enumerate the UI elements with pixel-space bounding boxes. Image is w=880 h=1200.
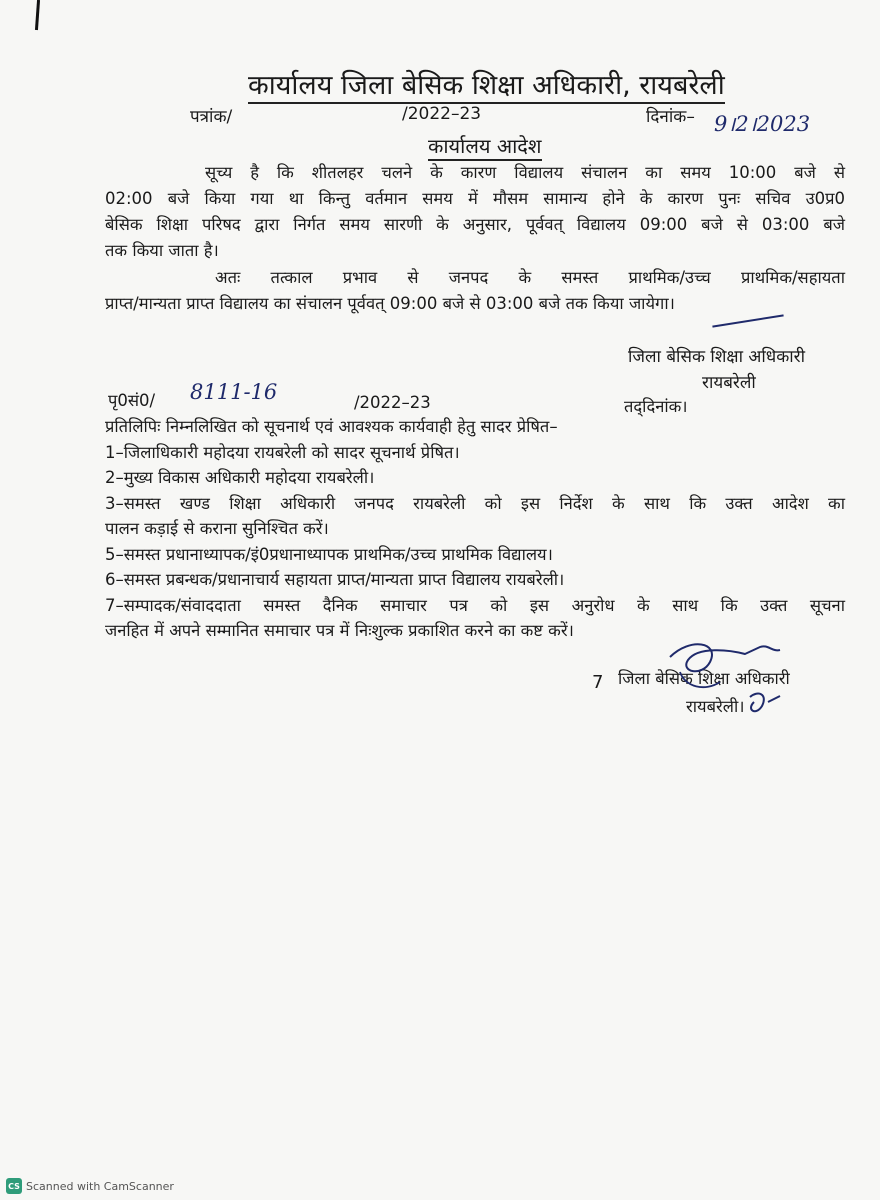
para2-line: अतः तत्काल प्रभाव से जनपद के समस्त प्राथमिक/उच्च प्राथमिक/सहायता: [215, 268, 845, 287]
para2-line: प्राप्त/मान्यता प्राप्त विद्यालय का संचालन पूर्ववत् 09:00 बजे से 03:00 बजे तक किया जायेगा।: [105, 294, 675, 313]
handwritten-signature: [650, 632, 800, 722]
signatory-place: रायबरेली: [702, 373, 756, 393]
list-item: 3–समस्त खण्ड शिक्षा अधिकारी जनपद रायबरेली को इस निर्देश के साथ कि उक्त आदेश का: [105, 493, 845, 513]
list-item: 6–समस्त प्रबन्धक/प्रधानाचार्य सहायता प्राप्त/मान्यता प्राप्त विद्यालय रायबरेली।: [105, 570, 565, 589]
paragraph-2: [105, 265, 845, 317]
distribution-intro: प्रतिलिपिः निम्नलिखित को सूचनार्थ एवं आवश्यक कार्यवाही हेतु सादर प्रेषित–: [105, 417, 558, 436]
office-title: कार्यालय जिला बेसिक शिक्षा अधिकारी, रायबरेली: [248, 70, 725, 104]
list-item: 7–सम्पादक/संवाददाता समस्त दैनिक समाचार पत्र को इस अनुरोध के साथ कि उक्त सूचना: [105, 595, 845, 615]
copy-ref-number: 8111-16: [190, 380, 278, 404]
copy-ref-date: तद्‌दिनांक।: [624, 397, 688, 416]
copy-ref-year: /2022–23: [354, 393, 431, 412]
list-item: 1–जिलाधिकारी महोदया रायबरेली को सादर सूचनार्थ प्रेषित।: [105, 442, 460, 462]
para1-line: तक किया जाता है।: [105, 241, 219, 260]
copy-ref-label: पृ0सं0/: [108, 391, 156, 410]
camscanner-watermark: [6, 1178, 174, 1194]
order-title: कार्यालय आदेश: [428, 133, 542, 161]
corner-pen-mark: [35, 0, 40, 30]
ref-year: /2022–23: [402, 104, 482, 124]
signature-mark: 7: [592, 672, 604, 693]
paragraph-1: [105, 160, 845, 264]
scanner-text: Scanned with CamScanner: [26, 1179, 174, 1193]
list-item-cont: पालन कड़ाई से कराना सुनिश्चित करें।: [105, 519, 329, 538]
date-label: दिनांक–: [646, 107, 695, 127]
para1-line: सूच्य है कि शीतलहर चलने के कारण विद्यालय संचालन का समय 10:00 बजे से: [205, 163, 845, 182]
para1-line: बेसिक शिक्षा परिषद द्वारा निर्गत समय सारणी के अनुसार, पूर्ववत् विद्यालय 09:00 बजे से 03:00 बजे: [105, 215, 845, 234]
distribution-list: [105, 414, 845, 644]
camscanner-logo-icon: CS: [6, 1178, 22, 1194]
list-item: 5–समस्त प्रधानाध्यापक/इं0प्रधानाध्यापक प्राथमिक/उच्च प्राथमिक विद्यालय।: [105, 544, 553, 564]
handwritten-date: 9।2।2023: [714, 112, 811, 136]
list-item-cont: जनहित में अपने सम्मानित समाचार पत्र में निःशुल्क प्रकाशित करने का कष्ट करें।: [105, 621, 574, 640]
signatory-designation-2: जिला बेसिक शिक्षा अधिकारी: [618, 669, 790, 688]
ref-label: पत्रांक/: [190, 107, 233, 127]
para1-line: 02:00 बजे किया गया था किन्तु वर्तमान समय में मौसम सामान्य होने के कारण पुनः सचिव उ0प्र0: [105, 189, 845, 208]
signatory-designation: जिला बेसिक शिक्षा अधिकारी: [628, 347, 806, 367]
signatory-place-2: रायबरेली।: [686, 697, 745, 716]
list-item: 2–मुख्य विकास अधिकारी महोदया रायबरेली।: [105, 468, 375, 487]
